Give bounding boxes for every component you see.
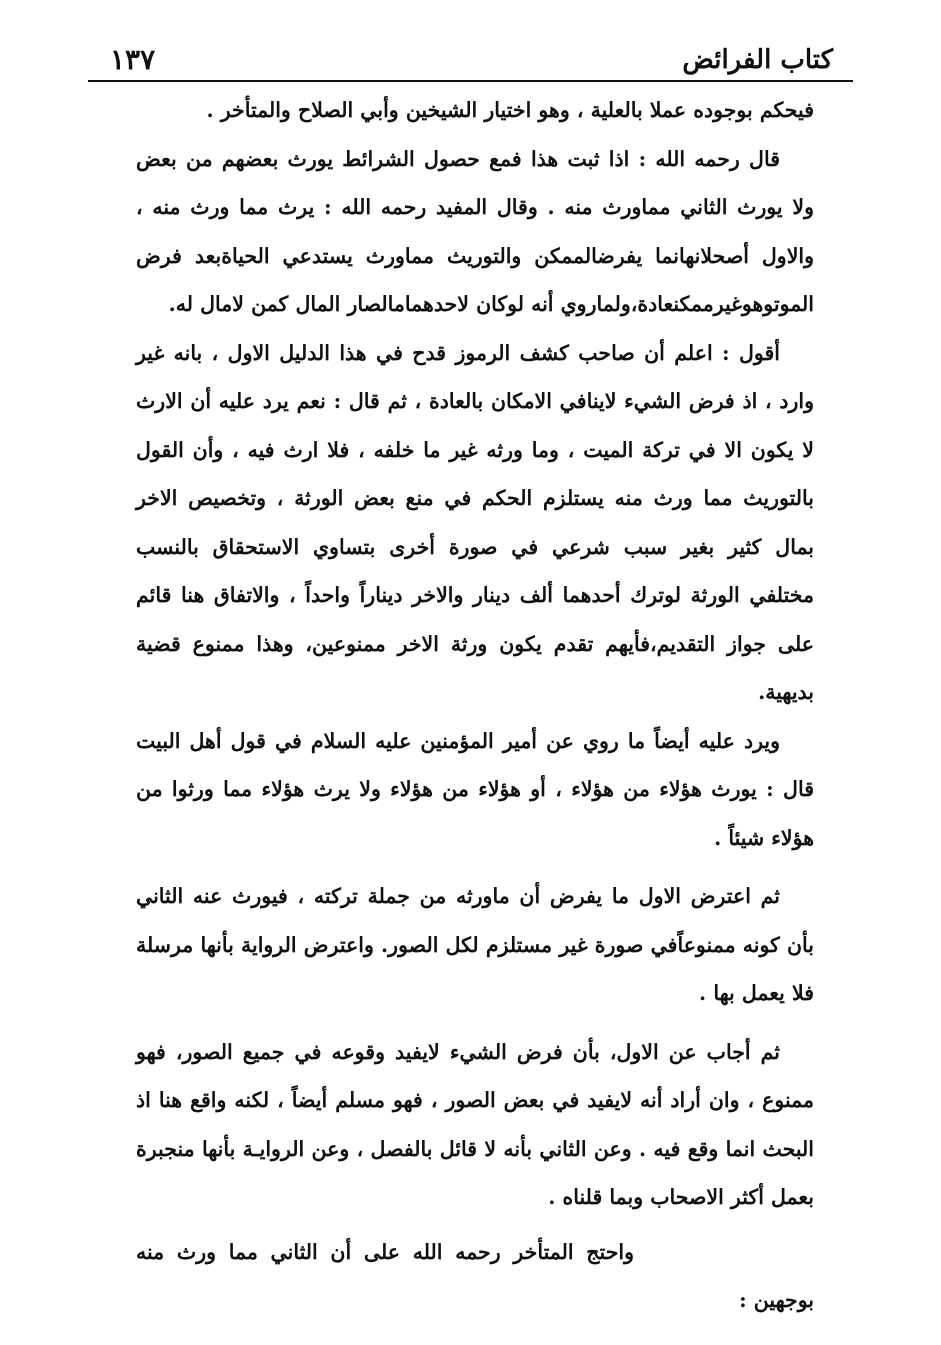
running-title: كتاب الفرائض xyxy=(682,45,833,75)
paragraph-2: قال رحمه الله : اذا ثبت هذا فمع حصول الشرائط يورث بعضهم من بعض ولا يورث الثاني مماورث منه . وقال المفيد رحمه الله : يرث مما ورث منه ، والاول أصحلانهانما يفرضالممكن والتوريث مماورث يستدعي الحياةبعد فرض الموتوهوغيرممكنعادة،ولماروي أنه لوكان لاحدهمامالصار المال كمن لامال له. xyxy=(136,146,814,316)
page-header xyxy=(110,30,833,80)
paragraph-4: ويرد عليه أيضاً ما روي عن أمير المؤمنين عليه السلام في قول أهل البيت قال : يورث هؤلاء من هؤلاء ، أو هؤلاء من هؤلاء ولا يرث هؤلاء مما ورثوا من هؤلاء شيئاً . xyxy=(136,728,814,850)
main-text xyxy=(136,86,814,1325)
page-number: ١٣٧ xyxy=(110,43,156,76)
paragraph-6: ثم أجاب عن الاول، بأن فرض الشيء لايفيد وقوعه في جميع الصور، فهو ممنوع ، وان أراد أنه لايفيد في بعض الصور ، فهو مسلم أيضاً ، لكنه واقع هنا اذ البحث انما وقع فيه . وعن الثاني بأنه لا قائل بالفصل ، وعن الروايـة بأنها منجبرة بعمل أكثر الاصحاب وبما قلناه . xyxy=(136,1039,814,1209)
paragraph-3: أقول : اعلم أن صاحب كشف الرموز قدح في هذا الدليل الاول ، بانه غير وارد ، اذ فرض الشيء لاينافي الامكان بالعادة ، ثم قال : نعم يرد عليه أن الارث لا يكون الا في تركة الميت ، وما ورثه غير ما خلفه ، فلا ارث فيه ، وأن القول بالتوريث مما ورث منه يستلزم الحكم في منع بعض الورثة ، وتخصيص الاخر بمال كثير بغير سبب شرعي في صورة أخرى بتساوي الاستحقاق بالنسب مختلفي الورثة لوترك أحدهما ألف دينار والاخر ديناراً واحداً ، والاتفاق هنا قائم على جواز التقديم،فأيهم تقدم يكون ورثة الاخر ممنوعين، وهذا ممنوع قضية بديهية. xyxy=(136,340,814,704)
paragraph-5: ثم اعترض الاول ما يفرض أن ماورثه من جملة تركته ، فيورث عنه الثاني بأن كونه ممنوعاًفي صورة غير مستلزم لكل الصور. واعترض الرواية بأنها مرسلة فلا يعمل بها . xyxy=(136,884,814,1005)
header-divider xyxy=(88,80,853,82)
paragraph-1: فيحكم بوجوده عملا بالعلية ، وهو اختيار الشيخين وأبي الصلاح والمتأخر . xyxy=(206,98,814,122)
paragraph-7: واحتج المتأخر رحمه الله على أن الثاني مما ورث منه بوجهين : xyxy=(136,1239,814,1312)
